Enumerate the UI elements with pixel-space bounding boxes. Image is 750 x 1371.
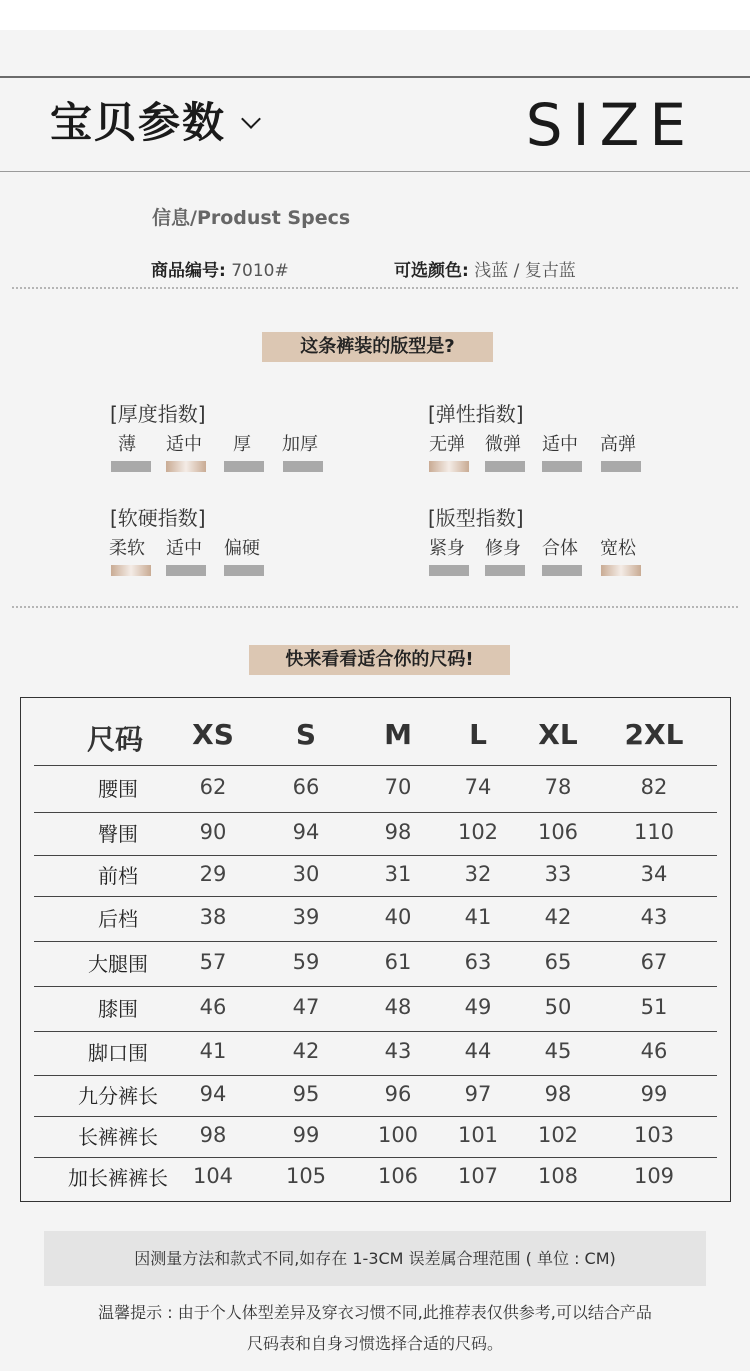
table-cell: 96	[384, 1082, 412, 1106]
table-row-label: 加长裤裤长	[68, 1166, 168, 1190]
row-divider	[34, 1075, 717, 1076]
table-cell: 42	[292, 1039, 320, 1063]
row-divider	[34, 1031, 717, 1032]
measurement-note: 因测量方法和款式不同,如存在 1-3CM 误差属合理范围 ( 单位 : CM)	[44, 1231, 706, 1286]
table-cell: 62	[199, 775, 227, 799]
tip-line-2: 尺码表和自身习惯选择合适的尺码。	[246, 1334, 503, 1353]
table-cell: 63	[464, 950, 492, 974]
size-header-4: L	[469, 718, 487, 751]
size-section-title: 快来看看适合你的尺码!	[249, 645, 510, 675]
table-cell: 107	[457, 1164, 499, 1188]
table-cell: 97	[464, 1082, 492, 1106]
fit-group-title: [厚度指数]	[110, 402, 206, 426]
color-options	[394, 256, 576, 281]
fit-bar	[224, 461, 264, 472]
color-value: 浅蓝 / 复古蓝	[474, 261, 576, 281]
fit-option-label: 紧身	[429, 538, 465, 559]
table-row-label: 脚口围	[88, 1041, 148, 1065]
row-divider	[34, 941, 717, 942]
table-cell: 102	[537, 1123, 579, 1147]
table-cell: 109	[633, 1164, 675, 1188]
fit-option-label: 柔软	[109, 538, 145, 559]
table-cell: 43	[640, 905, 668, 929]
table-cell: 98	[384, 820, 412, 844]
table-cell: 32	[464, 862, 492, 886]
table-cell: 100	[377, 1123, 419, 1147]
fit-section-title: 这条裤装的版型是?	[262, 332, 493, 362]
fit-group-title: [软硬指数]	[110, 506, 206, 530]
fit-option-label: 微弹	[485, 434, 521, 455]
fit-bar	[601, 461, 641, 472]
table-cell: 44	[464, 1039, 492, 1063]
table-cell: 41	[199, 1039, 227, 1063]
item-number-label: 商品编号:	[151, 261, 226, 281]
table-cell: 50	[544, 995, 572, 1019]
table-cell: 101	[457, 1123, 499, 1147]
divider	[12, 287, 738, 289]
size-title: SIZE	[525, 91, 696, 159]
table-cell: 95	[292, 1082, 320, 1106]
table-cell: 65	[544, 950, 572, 974]
top-strip	[0, 0, 750, 30]
fit-option-label: 无弹	[429, 434, 465, 455]
fit-option-label: 适中	[166, 538, 202, 559]
table-cell: 45	[544, 1039, 572, 1063]
fit-group-title: [版型指数]	[428, 506, 524, 530]
table-cell: 66	[292, 775, 320, 799]
table-cell: 99	[292, 1123, 320, 1147]
fit-bar-active	[429, 461, 469, 472]
row-divider	[34, 896, 717, 897]
size-header-label: 尺码	[86, 723, 143, 756]
fit-bar	[542, 461, 582, 472]
row-divider	[34, 765, 717, 766]
table-row-label: 长裤裤长	[78, 1125, 158, 1149]
table-cell: 94	[199, 1082, 227, 1106]
fit-option-label: 加厚	[282, 434, 318, 455]
fit-bar-active	[601, 565, 641, 576]
fit-group-title: [弹性指数]	[428, 402, 524, 426]
table-cell: 40	[384, 905, 412, 929]
row-divider	[34, 1157, 717, 1158]
table-row-label: 膝围	[98, 997, 138, 1021]
table-cell: 78	[544, 775, 572, 799]
size-header-6: 2XL	[624, 718, 684, 751]
color-label: 可选颜色:	[394, 261, 469, 281]
size-header-1: XS	[192, 718, 234, 751]
row-divider	[34, 1116, 717, 1117]
fit-bar	[485, 461, 525, 472]
table-cell: 105	[285, 1164, 327, 1188]
item-number-value: 7010#	[231, 261, 289, 281]
table-cell: 82	[640, 775, 668, 799]
table-cell: 47	[292, 995, 320, 1019]
table-cell: 102	[457, 820, 499, 844]
size-header-3: M	[384, 718, 412, 751]
fit-option-label: 宽松	[600, 538, 636, 559]
row-divider	[34, 855, 717, 856]
table-cell: 104	[192, 1164, 234, 1188]
table-cell: 30	[292, 862, 320, 886]
table-cell: 48	[384, 995, 412, 1019]
size-header-2: S	[295, 718, 317, 751]
table-cell: 61	[384, 950, 412, 974]
fit-bar	[542, 565, 582, 576]
fit-bar	[429, 565, 469, 576]
table-cell: 43	[384, 1039, 412, 1063]
row-divider	[34, 986, 717, 987]
fit-bar	[224, 565, 264, 576]
size-header-5: XL	[538, 718, 578, 751]
row-divider	[34, 812, 717, 813]
table-cell: 46	[640, 1039, 668, 1063]
fit-bar	[485, 565, 525, 576]
table-row-label: 腰围	[98, 777, 138, 801]
divider	[12, 606, 738, 608]
fit-bar	[283, 461, 323, 472]
table-cell: 74	[464, 775, 492, 799]
table-cell: 49	[464, 995, 492, 1019]
table-row-label: 臀围	[98, 822, 138, 846]
fit-bar-active	[111, 565, 151, 576]
fit-option-label: 修身	[485, 538, 521, 559]
table-cell: 108	[537, 1164, 579, 1188]
table-row-label: 前档	[98, 864, 138, 888]
table-cell: 46	[199, 995, 227, 1019]
table-cell: 98	[199, 1123, 227, 1147]
table-cell: 57	[199, 950, 227, 974]
table-cell: 110	[633, 820, 675, 844]
table-cell: 51	[640, 995, 668, 1019]
table-cell: 90	[199, 820, 227, 844]
fit-option-label: 适中	[166, 434, 202, 455]
fit-option-label: 适中	[542, 434, 578, 455]
fit-bar	[166, 565, 206, 576]
fit-option-label: 厚	[233, 434, 251, 455]
fit-bar-active	[166, 461, 206, 472]
table-cell: 67	[640, 950, 668, 974]
fit-option-label: 合体	[542, 538, 578, 559]
tip-line-1: 温馨提示 : 由于个人体型差异及穿衣习惯不同,此推荐表仅供参考,可以结合产品	[98, 1303, 652, 1322]
table-cell: 59	[292, 950, 320, 974]
table-cell: 29	[199, 862, 227, 886]
table-cell: 34	[640, 862, 668, 886]
table-cell: 70	[384, 775, 412, 799]
fit-option-label: 高弹	[600, 434, 636, 455]
table-cell: 99	[640, 1082, 668, 1106]
table-cell: 106	[377, 1164, 419, 1188]
table-cell: 33	[544, 862, 572, 886]
table-row-label: 后档	[98, 907, 138, 931]
table-cell: 39	[292, 905, 320, 929]
table-cell: 94	[292, 820, 320, 844]
fit-option-label: 偏硬	[224, 538, 260, 559]
table-row-label: 九分裤长	[78, 1084, 158, 1108]
table-cell: 42	[544, 905, 572, 929]
table-cell: 38	[199, 905, 227, 929]
fit-option-label: 薄	[118, 434, 136, 455]
table-row-label: 大腿围	[88, 952, 148, 976]
item-number	[151, 256, 289, 281]
table-cell: 103	[633, 1123, 675, 1147]
page-title: 宝贝参数	[50, 98, 227, 147]
table-cell: 41	[464, 905, 492, 929]
table-cell: 106	[537, 820, 579, 844]
table-cell: 31	[384, 862, 412, 886]
info-title: 信息/Produst Specs	[152, 207, 351, 229]
table-cell: 98	[544, 1082, 572, 1106]
fit-bar	[111, 461, 151, 472]
